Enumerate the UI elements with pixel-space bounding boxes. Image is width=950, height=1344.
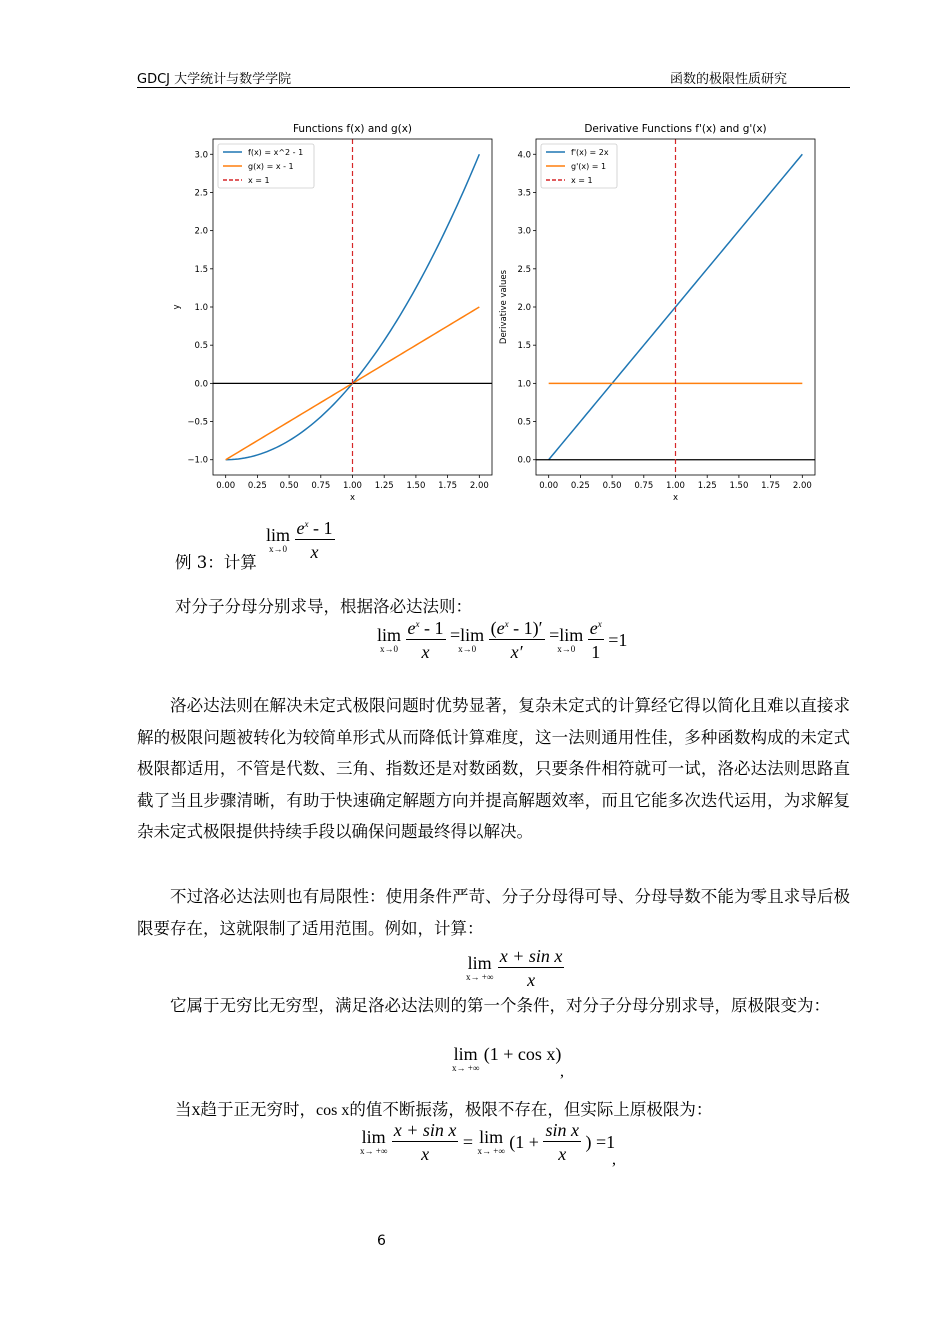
- chart2-ytick-label: 3.0: [517, 226, 531, 237]
- chart2-xtick-label: 0.00: [539, 481, 559, 491]
- header-rule: [137, 87, 850, 88]
- chart2-legend-label: x = 1: [571, 176, 593, 185]
- chart2-title: Derivative Functions f'(x) and g'(x): [584, 123, 767, 135]
- chart2-xtick-label: 1.25: [697, 481, 717, 491]
- chart2-xtick-label: 0.50: [602, 481, 622, 491]
- comma-2: ,: [612, 1151, 616, 1168]
- final-limit-equation: lim x→ +∞ $\frac{\text{x + sin x}}{x}$ = lim x→ +∞ (1 + $\frac{\text{sin x}}{x}$ ) =1: [360, 1120, 616, 1164]
- chart2-xtick-label: 0.25: [570, 481, 590, 491]
- chart2-legend-label: f'(x) = 2x: [571, 148, 609, 157]
- chart1-ytick-label: 0.0: [194, 379, 208, 390]
- chart2-ytick-label: 0.0: [517, 455, 531, 466]
- header-right: 函数的极限性质研究: [670, 72, 788, 87]
- chart1-ytick-label: 1.5: [194, 264, 208, 275]
- chart1-xtick-label: 1.50: [406, 481, 426, 491]
- chart1-ytick-label: 3.0: [194, 150, 208, 161]
- chart2-xtick-label: 1.00: [666, 481, 685, 491]
- chart1-legend-label: x = 1: [248, 176, 270, 185]
- chart2-ytick-label: 2.5: [517, 264, 531, 275]
- para-infinity-type: 它属于无穷比无穷型，满足洛必达法则的第一个条件，对分子分母分别求导，原极限变为：: [170, 996, 830, 1015]
- chart1-xtick-label: 0.25: [247, 481, 267, 491]
- chart1-xtick-label: 1.00: [343, 481, 362, 491]
- chart2-ytick-label: 3.5: [517, 188, 531, 199]
- chart2-ylabel: Derivative values: [499, 269, 509, 345]
- chart1-xtick-label: 0.50: [279, 481, 299, 491]
- chart2-xtick-label: 2.00: [792, 481, 812, 491]
- chart1-xlabel: x: [349, 493, 356, 503]
- chart1-xtick-label: 1.75: [438, 481, 458, 491]
- chart1-ytick-label: 0.5: [194, 341, 208, 352]
- lhopital-computation: lim x→0 $\frac{e^x - 1}{x}$ =lim x→0 $\frac{(e^x - 1)'}{x'}$ =lim x→0 $\frac{e^x}{1}$ =1: [377, 618, 628, 662]
- chart2-ytick-label: 0.5: [517, 417, 531, 428]
- chart2-ytick-label: 1.0: [517, 379, 531, 390]
- page-number: 6: [377, 1233, 386, 1249]
- chart2-xtick-label: 1.75: [761, 481, 781, 491]
- chart2-ytick-label: 4.0: [517, 150, 531, 161]
- chart1-legend-label: f(x) = x^2 - 1: [248, 148, 304, 157]
- comma-1: ,: [560, 1063, 564, 1080]
- figure-function-plots: [160, 115, 825, 510]
- chart1-ytick-label: 2.0: [194, 226, 208, 237]
- limit-xsinx-over-x: lim x→ +∞ $\frac{\text{x + sin x}}{x}$: [466, 946, 563, 990]
- chart1-ytick-label: 2.5: [194, 188, 208, 199]
- chart1-title: Functions f(x) and g(x): [292, 123, 413, 135]
- chart1-ytick-label: 1.0: [194, 303, 208, 313]
- chart1-xtick-label: 2.00: [469, 481, 489, 491]
- header-left: GDCJ 大学统计与数学学院: [137, 72, 292, 87]
- chart1-ytick-label: −0.5: [187, 417, 208, 428]
- example-limit-expression: lim x→0 $\frac{e^x - 1}{x}$: [266, 518, 333, 562]
- chart1-xtick-label: 0.75: [311, 481, 331, 491]
- para-limitations: 不过洛必达法则也有局限性：使用条件严苛、分子分母得可导、分母导数不能为零且求导后极限要存在，这就限制了适用范围。例如，计算：: [137, 887, 850, 938]
- chart2-xtick-label: 1.50: [729, 481, 749, 491]
- para-advantages: 洛必达法则在解决未定式极限问题时优势显著，复杂未定式的计算经它得以简化且难以直接求解的极限问题被转化为较简单形式从而降低计算难度，这一法则通用性佳，多种函数构成的未定式极限都适用，不管是代数、三角、指数还是对数函数，只要条件相符就可一试，洛必达法则思路直截了当且步骤清晰，有助于快速确定解题方向并提高解题效率，而且它能多次迭代运用，为求解复杂未定式极限提供持续手段以确保问题最终得以解决。: [137, 696, 850, 841]
- limit-one-plus-cos: lim x→ +∞ (1 + cos x): [452, 1044, 562, 1073]
- chart2-legend-label: g'(x) = 1: [571, 162, 607, 171]
- para-oscillation: 当x趋于正无穷时，cos x的值不断振荡，极限不存在，但实际上原极限为：: [175, 1099, 713, 1119]
- example-label: 例 3：计算: [175, 553, 257, 572]
- chart1-legend-label: g(x) = x - 1: [248, 162, 294, 171]
- chart2-ytick-label: 1.5: [517, 341, 531, 352]
- chart2-ytick-label: 2.0: [517, 303, 531, 313]
- chart1-xtick-label: 1.25: [374, 481, 394, 491]
- chart2-xtick-label: 0.75: [634, 481, 654, 491]
- chart1-ylabel: y: [172, 304, 182, 310]
- para-derivative-intro: 对分子分母分别求导，根据洛必达法则：: [175, 597, 472, 616]
- chart2-xlabel: x: [672, 493, 679, 503]
- chart1-ytick-label: −1.0: [187, 455, 208, 466]
- chart1-xtick-label: 0.00: [216, 481, 236, 491]
